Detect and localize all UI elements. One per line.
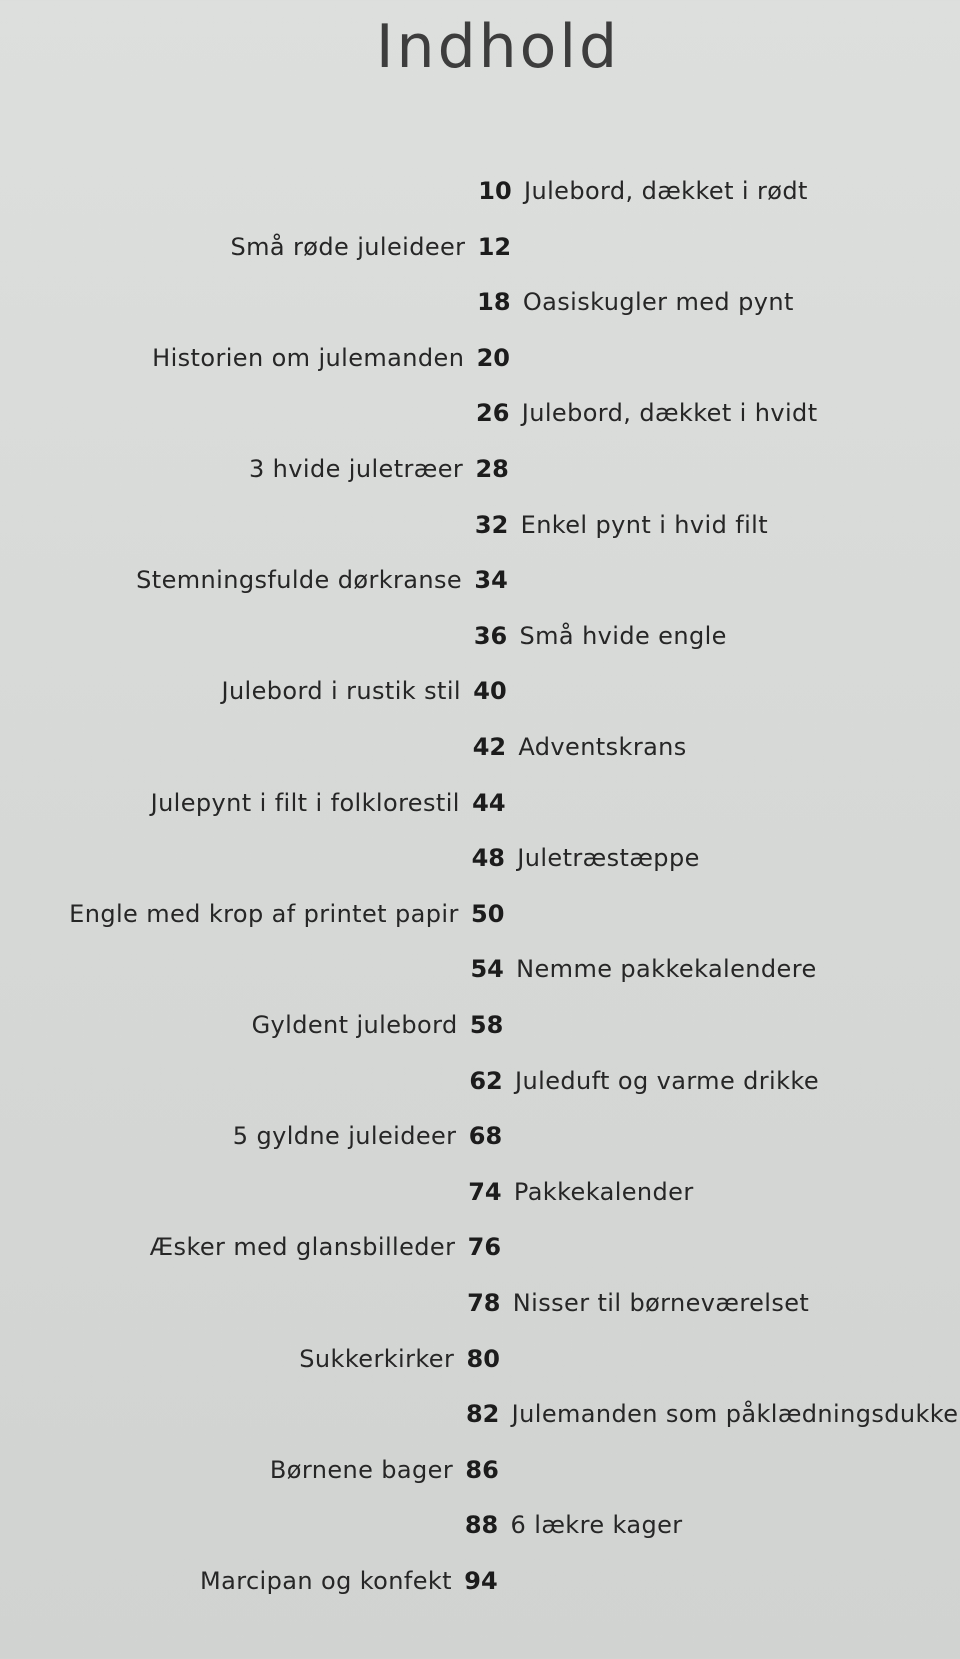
toc-entry-title: 5 gyldne juleideer bbox=[232, 1122, 457, 1151]
toc-page-number: 74 bbox=[468, 1177, 502, 1206]
toc-page-number: 36 bbox=[473, 621, 508, 650]
toc-entry-title: Julebord i rustik stil bbox=[221, 677, 461, 706]
toc-entry-title: Adventskrans bbox=[518, 733, 687, 761]
toc-entry bbox=[466, 619, 727, 653]
page-title: Indhold bbox=[375, 12, 621, 82]
toc-page-number: 62 bbox=[469, 1066, 503, 1095]
toc-entry bbox=[468, 396, 818, 430]
toc-entry-title: 6 lækre kager bbox=[510, 1511, 683, 1540]
toc-entry bbox=[461, 1064, 820, 1098]
toc-entry-title: Små hvide engle bbox=[519, 621, 727, 650]
toc-entry bbox=[248, 452, 517, 486]
toc-entry bbox=[470, 174, 808, 208]
toc-page-number: 54 bbox=[470, 955, 504, 984]
toc-page-number: 40 bbox=[473, 677, 507, 706]
toc-entry bbox=[457, 1508, 683, 1542]
toc-page-number: 18 bbox=[477, 288, 511, 317]
toc-entry bbox=[467, 508, 769, 542]
toc-entry bbox=[221, 674, 515, 708]
toc-page-number: 50 bbox=[471, 899, 505, 928]
toc-entry bbox=[460, 1175, 694, 1209]
toc-entry-title: Oasiskugler med pynt bbox=[522, 288, 794, 317]
toc-entry-title: Stemningsfulde dørkranse bbox=[136, 566, 463, 595]
toc-entry-title: Æsker med glansbilleder bbox=[149, 1233, 456, 1262]
toc-entry-title: Nisser til børneværelset bbox=[512, 1289, 810, 1317]
toc-page-number: 34 bbox=[474, 566, 508, 595]
toc-entry bbox=[152, 341, 518, 375]
toc-page-number: 76 bbox=[467, 1233, 502, 1262]
toc-entry-title: Pakkekalender bbox=[513, 1177, 694, 1206]
toc-entry bbox=[232, 1119, 510, 1153]
toc-entry bbox=[462, 952, 817, 986]
toc-page-number: 88 bbox=[464, 1511, 499, 1540]
toc-entry-title: Juleduft og varme drikke bbox=[515, 1066, 820, 1095]
toc-page-number: 32 bbox=[474, 510, 509, 539]
toc-page-number: 26 bbox=[476, 399, 510, 428]
toc-entry-title: Små røde juleideer bbox=[230, 232, 466, 261]
toc-page-number: 78 bbox=[467, 1289, 501, 1317]
toc-entry bbox=[251, 1008, 512, 1042]
toc-entry bbox=[269, 1453, 507, 1487]
toc-entry-title: Børnene bager bbox=[269, 1455, 454, 1484]
toc-page-number: 94 bbox=[464, 1567, 498, 1595]
toc-entry-title: Engle med krop af printet papir bbox=[69, 899, 459, 928]
toc-entry-title: Enkel pynt i hvid filt bbox=[520, 510, 769, 539]
toc-page-number: 48 bbox=[471, 844, 505, 873]
toc-entry-title: Marcipan og konfekt bbox=[199, 1567, 452, 1595]
toc-entry-title: Julebord, dækket i rødt bbox=[524, 177, 808, 205]
toc-entry-title: Juletræstæppe bbox=[517, 844, 700, 873]
toc-entry-title: Julemanden som påklædningsdukke bbox=[511, 1400, 959, 1429]
toc-entry bbox=[149, 1230, 509, 1264]
toc-entry-title: Sukkerkirker bbox=[299, 1344, 455, 1373]
toc-entry-title: Julebord, dækket i hvidt bbox=[521, 399, 818, 428]
toc-entry bbox=[299, 1342, 508, 1376]
toc-entry bbox=[458, 1397, 959, 1431]
toc-page-number: 86 bbox=[465, 1455, 499, 1484]
toc-page-number: 28 bbox=[475, 455, 509, 483]
toc-entry-title: 3 hvide juletræer bbox=[248, 455, 464, 483]
toc-page-number: 20 bbox=[476, 343, 511, 372]
toc-page-number: 80 bbox=[466, 1344, 500, 1373]
toc-entry-title: Nemme pakkekalendere bbox=[516, 955, 817, 984]
toc-entry bbox=[230, 230, 519, 264]
toc-entry bbox=[469, 285, 794, 319]
toc-entry bbox=[150, 786, 514, 820]
toc-entry bbox=[136, 563, 516, 597]
toc-entry bbox=[464, 730, 687, 764]
toc-entry-title: Historien om julemanden bbox=[152, 343, 465, 372]
toc-entry bbox=[69, 897, 513, 931]
toc-page-number: 82 bbox=[465, 1400, 500, 1429]
toc-page-number: 44 bbox=[472, 788, 506, 817]
toc-page-number: 58 bbox=[469, 1011, 504, 1039]
toc-entry bbox=[463, 841, 700, 875]
toc-page-number: 42 bbox=[472, 733, 507, 761]
toc-page-number: 12 bbox=[477, 232, 512, 261]
toc-entry-title: Gyldent julebord bbox=[251, 1011, 458, 1039]
toc-page-number: 68 bbox=[468, 1122, 503, 1151]
toc-entry bbox=[459, 1286, 810, 1320]
toc-entry-title: Julepynt i filt i folklorestil bbox=[150, 788, 460, 817]
toc-entry bbox=[199, 1564, 506, 1598]
toc-page-number: 10 bbox=[478, 177, 512, 205]
